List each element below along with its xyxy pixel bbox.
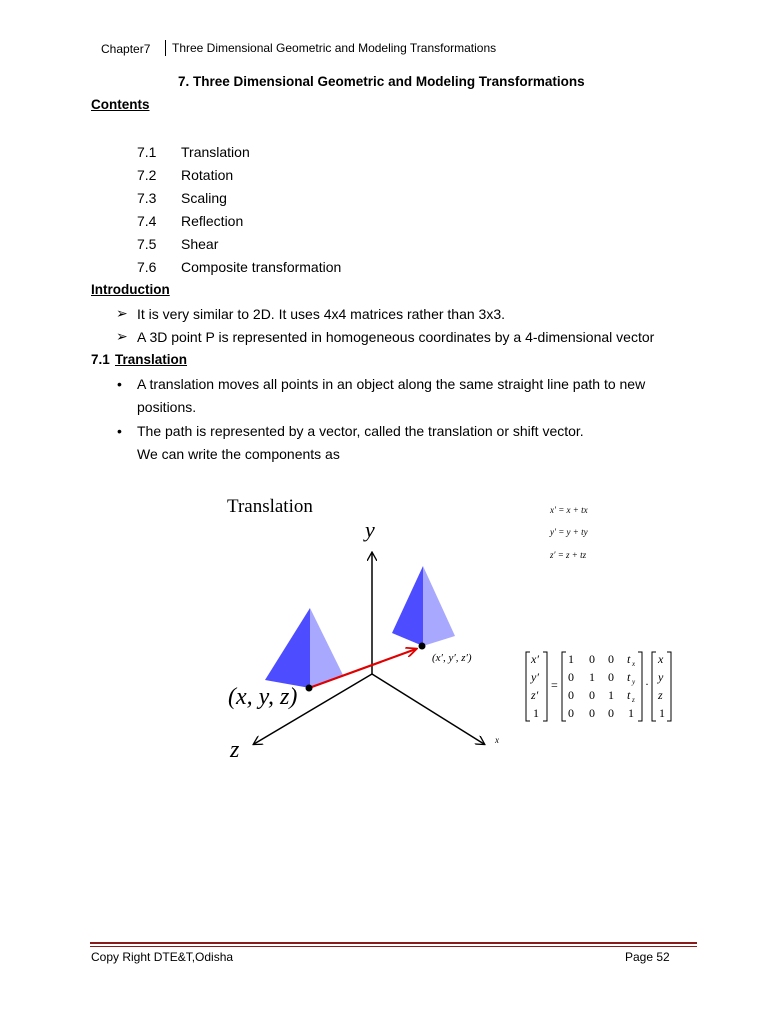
svg-text:z′: z′	[531, 688, 539, 702]
svg-text:1: 1	[533, 706, 539, 720]
svg-text:0: 0	[568, 670, 574, 684]
svg-text:t: t	[627, 688, 631, 702]
contents-item-number: 7.5	[137, 236, 157, 252]
equation-x: x′ = x + tx	[550, 505, 588, 515]
header-running-title: Three Dimensional Geometric and Modeling Transformations	[165, 40, 496, 56]
translated-point	[419, 643, 426, 650]
svg-text:0: 0	[608, 670, 614, 684]
svg-text:1: 1	[608, 688, 614, 702]
header-chapter: Chapter7	[101, 42, 151, 56]
contents-item-number: 7.3	[137, 190, 157, 206]
svg-text:1: 1	[659, 706, 665, 720]
intro-bullet-text: It is very similar to 2D. It uses 4x4 matrices rather than 3x3.	[137, 306, 506, 322]
svg-text:1: 1	[589, 670, 595, 684]
original-point-label: (x, y, z)	[228, 684, 298, 710]
contents-item-number: 7.6	[137, 259, 157, 275]
svg-text:0: 0	[568, 688, 574, 702]
translation-matrix-equation	[526, 652, 671, 721]
arrow-bullet-icon: ➢	[116, 305, 128, 321]
svg-text:0: 0	[568, 706, 574, 720]
translation-bullet-text: The path is represented by a vector, called the translation or shift vector.	[137, 423, 584, 439]
svg-text:·: ·	[645, 677, 649, 691]
footer-page-number: Page 52	[625, 950, 670, 964]
original-point	[306, 685, 313, 692]
contents-item-number: 7.4	[137, 213, 157, 229]
contents-item-number: 7.1	[137, 144, 157, 160]
svg-text:y′: y′	[531, 670, 539, 684]
figure-title: Translation	[227, 496, 313, 517]
svg-text:t: t	[627, 652, 631, 666]
svg-text:z: z	[632, 696, 635, 704]
section-number: 7.1	[91, 352, 110, 367]
contents-item-label: Scaling	[181, 190, 227, 206]
bullet-dot-icon: •	[117, 376, 122, 392]
svg-text:1: 1	[628, 706, 634, 720]
equation-z: z′ = z + tz	[550, 550, 587, 560]
footer-copyright: Copy Right DTE&T,Odisha	[91, 950, 234, 964]
arrow-bullet-icon: ➢	[116, 328, 128, 344]
svg-text:x′: x′	[531, 652, 539, 666]
document-title: 7. Three Dimensional Geometric and Modeling Transformations	[178, 74, 585, 89]
svg-text:t: t	[627, 670, 631, 684]
svg-text:z: z	[658, 688, 663, 702]
translated-point-label: (x′, y′, z′)	[432, 652, 472, 664]
contents-item-label: Reflection	[181, 213, 244, 229]
svg-text:0: 0	[608, 706, 614, 720]
translation-bullet-text-continued: positions.	[137, 399, 197, 415]
contents-item-label: Composite transformation	[181, 259, 342, 275]
y-axis-label: y	[365, 517, 375, 542]
svg-text:0: 0	[589, 688, 595, 702]
original-pyramid	[265, 608, 343, 688]
contents-item-number: 7.2	[137, 167, 157, 183]
svg-text:y: y	[658, 670, 664, 684]
contents-item-label: Rotation	[181, 167, 234, 183]
footer-rule-thin	[90, 946, 697, 947]
equation-y: y′ = y + ty	[550, 527, 588, 537]
svg-text:x: x	[632, 660, 636, 668]
intro-bullet-text: A 3D point P is represented in homogeneous coordinates by a 4-dimensional vector	[137, 329, 655, 345]
section-heading: Translation	[115, 352, 188, 367]
bullet-dot-icon: •	[117, 423, 122, 439]
contents-item-label: Translation	[181, 144, 250, 160]
translated-pyramid	[392, 566, 455, 646]
svg-text:x: x	[658, 652, 664, 666]
translation-bullet-text: A translation moves all points in an object along the same straight line path to new	[137, 376, 646, 392]
svg-text:=: =	[551, 678, 558, 692]
introduction-heading: Introduction	[91, 282, 170, 297]
x-axis-label: x	[495, 735, 499, 745]
contents-heading: Contents	[91, 97, 150, 112]
components-note: We can write the components as	[137, 446, 340, 462]
svg-text:0: 0	[589, 652, 595, 666]
x-axis	[372, 674, 484, 744]
svg-text:1: 1	[568, 652, 574, 666]
svg-text:0: 0	[608, 652, 614, 666]
z-axis-label: z	[230, 737, 240, 763]
footer-rule-thick	[90, 942, 697, 944]
svg-text:0: 0	[589, 706, 595, 720]
svg-text:y: y	[632, 678, 636, 686]
contents-item-label: Shear	[181, 236, 219, 252]
